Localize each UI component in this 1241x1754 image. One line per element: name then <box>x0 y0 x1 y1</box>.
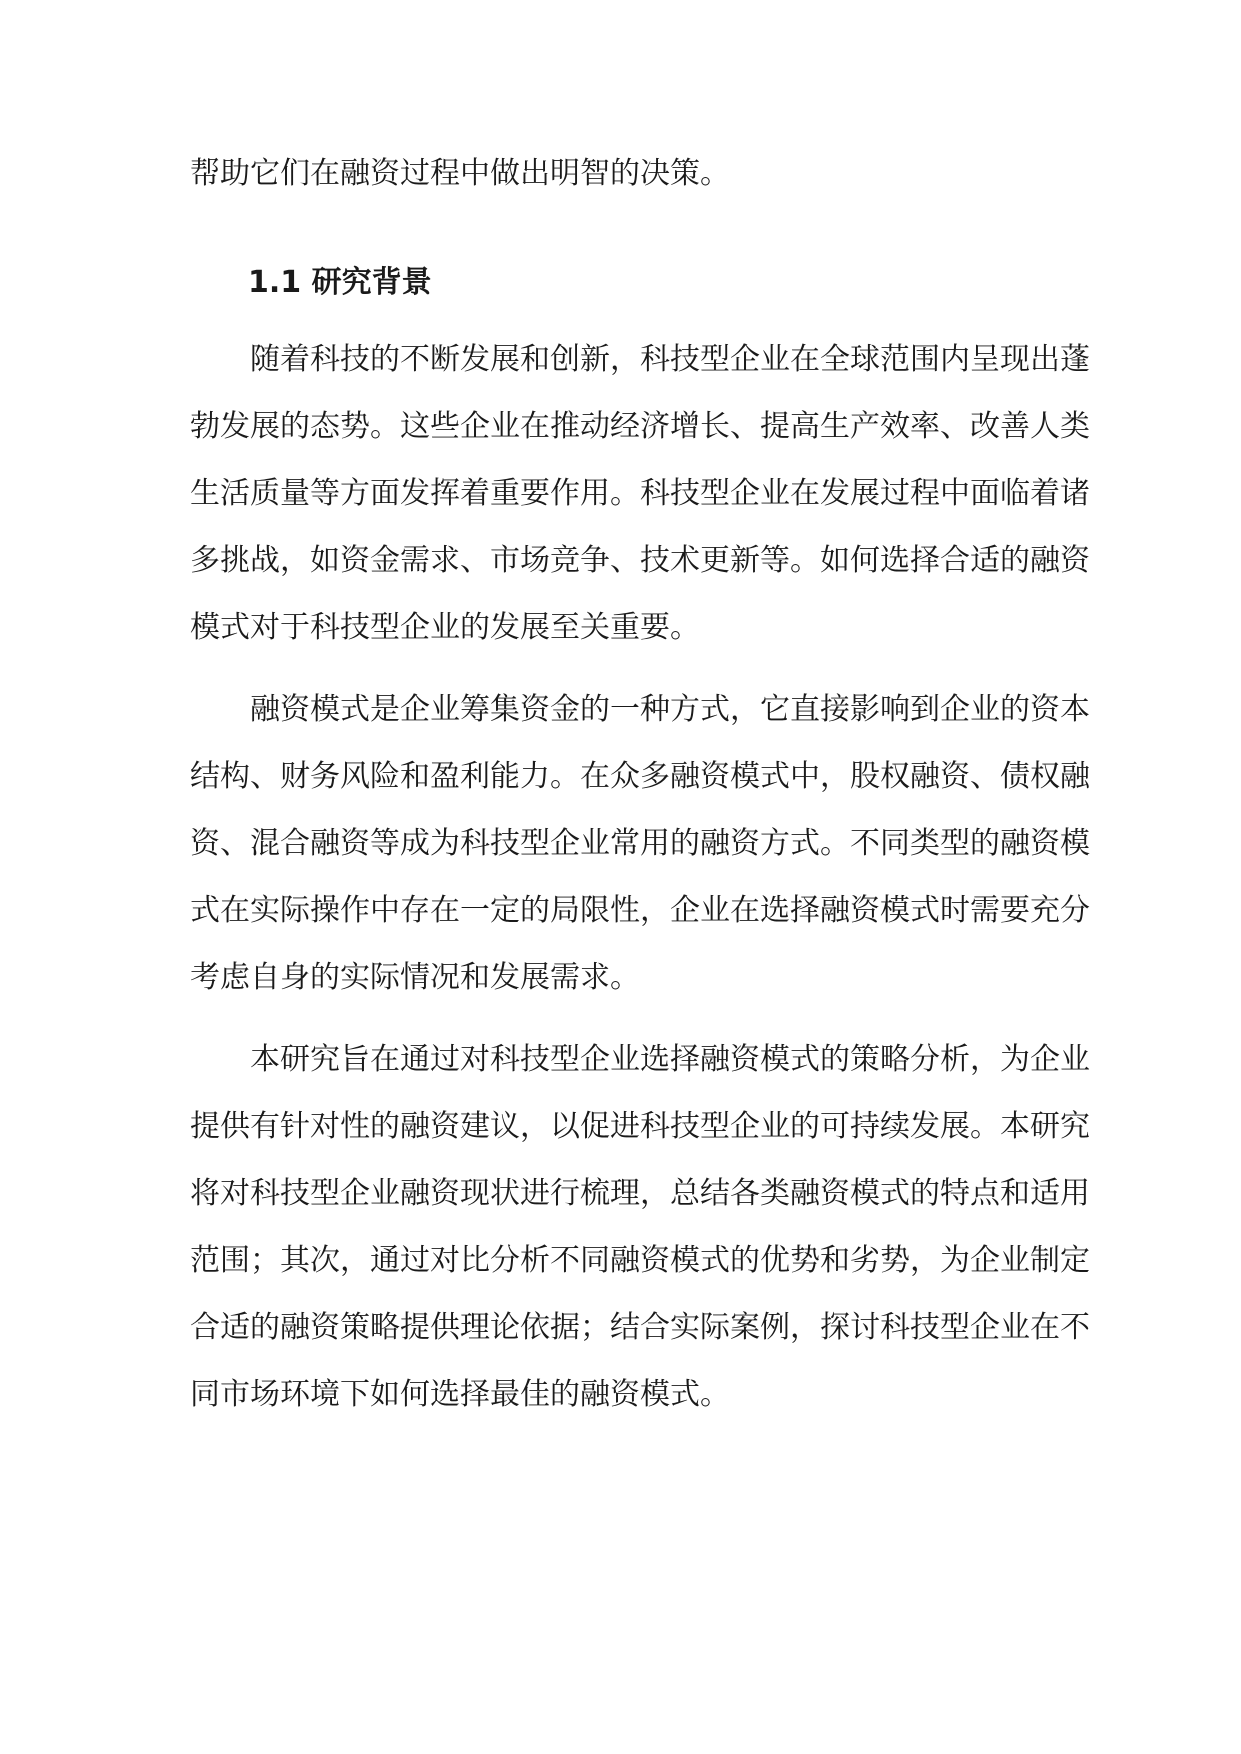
paragraph-line: 提供有针对性的融资建议，以促进科技型企业的可持续发展。本研究 <box>190 1109 1090 1144</box>
paragraph-line: 融资模式是企业筹集资金的一种方式，它直接影响到企业的资本 <box>250 692 1090 727</box>
paragraph-line: 生活质量等方面发挥着重要作用。科技型企业在发展过程中面临着诸 <box>190 476 1090 511</box>
opening-line: 帮助它们在融资过程中做出明智的决策。 <box>190 156 730 191</box>
paragraph-3 <box>190 1026 1090 1428</box>
paragraph-line: 同市场环境下如何选择最佳的融资模式。 <box>190 1377 730 1412</box>
paragraph-line: 范围；其次，通过对比分析不同融资模式的优势和劣势，为企业制定 <box>190 1243 1090 1278</box>
paragraph-1 <box>190 326 1090 661</box>
paragraph-line: 本研究旨在通过对科技型企业选择融资模式的策略分析，为企业 <box>250 1042 1090 1077</box>
paragraph-line: 将对科技型企业融资现状进行梳理，总结各类融资模式的特点和适用 <box>190 1176 1090 1211</box>
paragraph-line: 式在实际操作中存在一定的局限性，企业在选择融资模式时需要充分 <box>190 893 1090 928</box>
paragraph-line: 考虑自身的实际情况和发展需求。 <box>190 960 640 995</box>
paragraph-line: 资、混合融资等成为科技型企业常用的融资方式。不同类型的融资模 <box>190 826 1090 861</box>
section-heading: 1.1 研究背景 <box>248 265 432 300</box>
paragraph-line: 勃发展的态势。这些企业在推动经济增长、提高生产效率、改善人类 <box>190 409 1090 444</box>
paragraph-line: 结构、财务风险和盈利能力。在众多融资模式中，股权融资、债权融 <box>190 759 1090 794</box>
document-body <box>190 140 1090 1443</box>
paragraph-line: 多挑战，如资金需求、市场竞争、技术更新等。如何选择合适的融资 <box>190 543 1090 578</box>
paragraph-2 <box>190 676 1090 1011</box>
paragraph-line: 模式对于科技型企业的发展至关重要。 <box>190 610 700 645</box>
paragraph-line: 合适的融资策略提供理论依据；结合实际案例，探讨科技型企业在不 <box>190 1310 1090 1345</box>
paragraph-line: 随着科技的不断发展和创新，科技型企业在全球范围内呈现出蓬 <box>250 342 1090 377</box>
